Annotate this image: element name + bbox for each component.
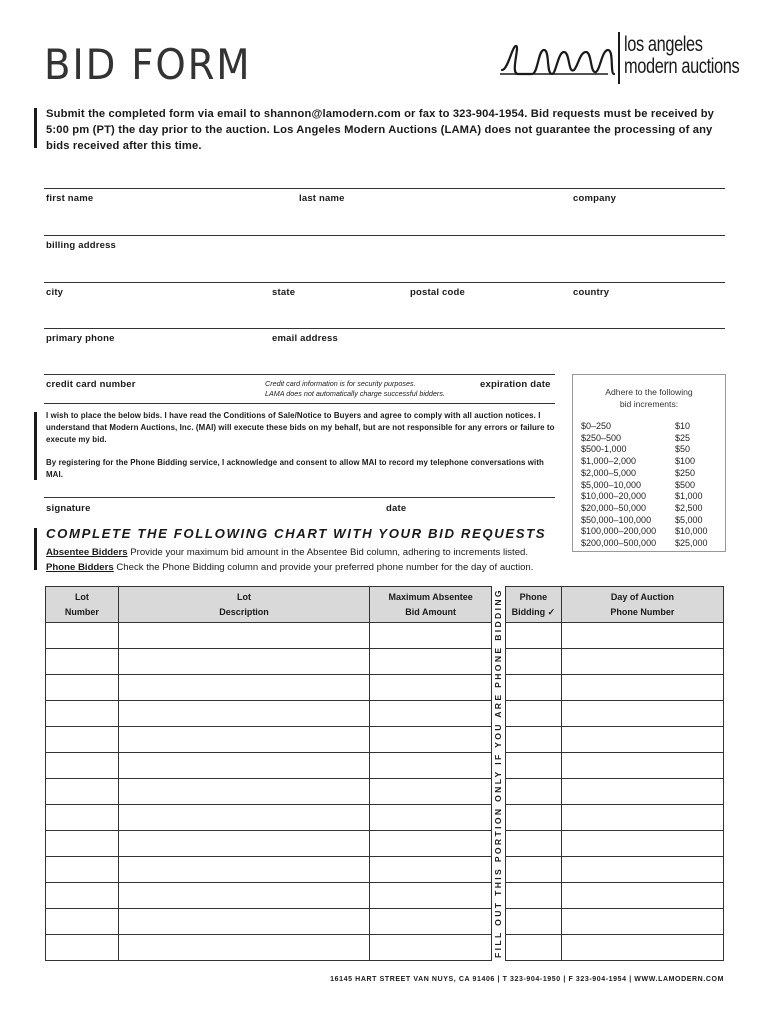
bid-row <box>46 649 492 675</box>
bid-increment-row <box>581 480 719 492</box>
max-bid-header <box>370 587 492 623</box>
lot-description-header-l1: Lot <box>237 592 252 602</box>
phone-bidding-vertical-text: FILL OUT THIS PORTION ONLY IF YOU ARE PHONE BIDDING <box>493 588 503 958</box>
max-bid-cell[interactable] <box>370 675 492 701</box>
phone-bidding-checkbox-cell[interactable] <box>506 909 562 935</box>
lot-description-cell[interactable] <box>118 753 369 779</box>
phone-bid-row <box>506 675 724 701</box>
lot-number-cell[interactable] <box>46 805 119 831</box>
credit-card-note-line1: Credit card information is for security purposes. <box>265 379 416 388</box>
agreement-paragraph-2: By registering for the Phone Bidding service, I acknowledge and consent to allow MAI to record my telephone conversations with MAI. <box>46 458 544 479</box>
lama-logo <box>498 32 740 84</box>
bid-increment-amount: $2,500 <box>675 502 703 513</box>
phone-bid-table <box>505 586 724 961</box>
expiration-date-field[interactable]: expiration date <box>480 379 551 390</box>
phone-bidding-checkbox-cell[interactable] <box>506 805 562 831</box>
bid-increment-range: $20,000–50,000 <box>581 502 647 513</box>
max-bid-cell[interactable] <box>370 623 492 649</box>
bid-row <box>46 831 492 857</box>
lot-description-cell[interactable] <box>118 701 369 727</box>
phone-bid-row <box>506 805 724 831</box>
bid-row <box>46 883 492 909</box>
phone-bid-row <box>506 935 724 961</box>
bid-increment-range: $10,000–20,000 <box>581 491 647 502</box>
bid-increment-row <box>581 468 719 480</box>
lot-number-cell[interactable] <box>46 675 119 701</box>
bid-increment-range: $200,000–500,000 <box>581 538 657 549</box>
lama-script-logo-icon <box>498 40 616 80</box>
bid-increments-heading-line1: Adhere to the following <box>605 387 693 397</box>
email-address-field[interactable]: email address <box>272 333 338 344</box>
bid-increment-amount: $25,000 <box>675 538 708 549</box>
lot-number-cell[interactable] <box>46 935 119 961</box>
bid-table-header <box>46 587 492 623</box>
phone-bidding-checkbox-cell[interactable] <box>506 779 562 805</box>
form-line <box>44 403 555 404</box>
bid-increment-row <box>581 491 719 503</box>
day-phone-cell[interactable] <box>561 883 723 909</box>
bid-increment-row <box>581 503 719 515</box>
max-bid-cell[interactable] <box>370 779 492 805</box>
lot-number-cell[interactable] <box>46 857 119 883</box>
day-phone-cell[interactable] <box>561 805 723 831</box>
lot-description-cell[interactable] <box>118 831 369 857</box>
bid-increment-amount: $250 <box>675 467 696 478</box>
lot-number-cell[interactable] <box>46 701 119 727</box>
billing-address-field[interactable]: billing address <box>46 240 117 251</box>
bid-increment-range: $500-1,000 <box>581 444 627 455</box>
lot-number-cell[interactable] <box>46 649 119 675</box>
day-phone-cell[interactable] <box>561 909 723 935</box>
lot-number-header-l2: Number <box>64 607 99 617</box>
bid-increment-amount: $25 <box>675 432 691 443</box>
intro-text: Submit the completed form via email to shannon@lamodern.com or fax to 323-904-1954. Bid requests must be received by 5:00 pm (PT) the day prior to the auction. Los Angeles Modern Auctions (LAMA) does not guarantee the processing of any bids received after this time. <box>46 108 715 152</box>
lot-description-cell[interactable] <box>118 935 369 961</box>
max-bid-header-l1: Maximum Absentee <box>388 592 473 602</box>
lot-number-cell[interactable] <box>46 727 119 753</box>
company-field[interactable]: company <box>573 193 617 204</box>
date-field[interactable]: date <box>386 503 407 514</box>
phone-bid-row <box>506 779 724 805</box>
bid-increment-range: $2,000–5,000 <box>581 467 637 478</box>
phone-bid-row <box>506 753 724 779</box>
credit-card-note-line2: LAMA does not automatically charge successful bidders. <box>265 389 445 398</box>
bid-increment-amount: $10 <box>675 421 691 431</box>
lot-number-cell[interactable] <box>46 831 119 857</box>
phone-bid-row <box>506 701 724 727</box>
day-phone-cell[interactable] <box>561 935 723 961</box>
phone-bidding-checkbox-cell[interactable] <box>506 727 562 753</box>
bid-increment-row <box>581 433 719 445</box>
bid-increment-amount: $1,000 <box>675 491 703 502</box>
phone-bidding-header <box>506 587 562 623</box>
bid-increments-heading-line2: bid increments: <box>619 399 679 409</box>
form-line <box>44 374 555 375</box>
phone-bid-row <box>506 623 724 649</box>
absentee-instructions <box>46 547 528 558</box>
phone-bid-row <box>506 649 724 675</box>
day-phone-header <box>561 587 723 623</box>
bid-increment-row <box>581 456 719 468</box>
bid-increment-row <box>581 538 719 550</box>
postal-code-field[interactable]: postal code <box>410 287 465 298</box>
credit-card-number-field[interactable]: credit card number <box>46 379 136 390</box>
lot-description-cell[interactable] <box>118 883 369 909</box>
bid-row <box>46 753 492 779</box>
phone-bid-table-header <box>506 587 724 623</box>
day-phone-cell[interactable] <box>561 831 723 857</box>
max-bid-cell[interactable] <box>370 831 492 857</box>
lot-description-cell[interactable] <box>118 909 369 935</box>
lot-description-cell[interactable] <box>118 779 369 805</box>
phone-bid-row <box>506 909 724 935</box>
first-name-field[interactable]: first name <box>46 193 94 204</box>
form-line <box>44 328 725 329</box>
day-phone-cell[interactable] <box>561 779 723 805</box>
country-field[interactable]: country <box>573 287 610 298</box>
lot-number-cell[interactable] <box>46 883 119 909</box>
bid-row <box>46 779 492 805</box>
bid-increment-amount: $5,000 <box>675 514 703 525</box>
bid-table <box>45 586 492 961</box>
phone-bidding-checkbox-cell[interactable] <box>506 753 562 779</box>
phone-bidding-checkbox-cell[interactable] <box>506 701 562 727</box>
max-bid-cell[interactable] <box>370 935 492 961</box>
form-line <box>44 188 725 189</box>
lot-number-cell[interactable] <box>46 909 119 935</box>
lot-number-cell[interactable] <box>46 779 119 805</box>
phone-text: Check the Phone Bidding column and provide your preferred phone number for the day of auction. <box>113 562 534 573</box>
max-bid-cell[interactable] <box>370 805 492 831</box>
credit-card-note <box>265 379 445 399</box>
footer-contact: 16145 HART STREET VAN NUYS, CA 91406 | T 323-904-1950 | F 323-904-1954 | WWW.LAMODERN.COM <box>330 976 724 983</box>
form-line <box>44 282 725 283</box>
lot-number-cell[interactable] <box>46 753 119 779</box>
bid-row <box>46 935 492 961</box>
lot-number-cell[interactable] <box>46 623 119 649</box>
lot-description-header-l2: Description <box>219 607 269 617</box>
max-bid-cell[interactable] <box>370 857 492 883</box>
bid-increment-row <box>581 515 719 527</box>
day-phone-cell[interactable] <box>561 649 723 675</box>
lot-number-header <box>46 587 119 623</box>
max-bid-header-l2: Bid Amount <box>405 607 456 617</box>
bid-row <box>46 857 492 883</box>
phone-bidding-checkbox-cell[interactable] <box>506 623 562 649</box>
phone-bidding-header-l1: Phone <box>519 592 548 602</box>
day-phone-cell[interactable] <box>561 727 723 753</box>
phone-bidding-checkbox-cell[interactable] <box>506 935 562 961</box>
state-field[interactable]: state <box>272 287 296 298</box>
lot-description-header <box>118 587 369 623</box>
lot-description-cell[interactable] <box>118 675 369 701</box>
lot-description-cell[interactable] <box>118 805 369 831</box>
bid-row <box>46 909 492 935</box>
max-bid-cell[interactable] <box>370 753 492 779</box>
agreement-accent-bar <box>34 412 37 480</box>
bid-increment-range: $100,000–200,000 <box>581 526 657 537</box>
page-title: BID FORM <box>44 40 252 89</box>
phone-label: Phone Bidders <box>46 562 114 573</box>
chart-title: COMPLETE THE FOLLOWING CHART WITH YOUR BID REQUESTS <box>46 526 547 541</box>
phone-bidding-checkbox-cell[interactable] <box>506 883 562 909</box>
last-name-field[interactable]: last name <box>299 193 345 204</box>
bid-increment-amount: $500 <box>675 479 696 490</box>
logo-name <box>624 34 739 78</box>
max-bid-cell[interactable] <box>370 909 492 935</box>
bid-increments-list <box>581 421 719 550</box>
phone-bid-row <box>506 831 724 857</box>
phone-bidding-checkbox-cell[interactable] <box>506 675 562 701</box>
phone-bid-row <box>506 727 724 753</box>
bid-row <box>46 675 492 701</box>
day-phone-cell[interactable] <box>561 675 723 701</box>
day-phone-cell[interactable] <box>561 857 723 883</box>
intro-accent-bar <box>34 108 37 148</box>
chart-accent-bar <box>34 528 37 570</box>
bid-row <box>46 805 492 831</box>
max-bid-cell[interactable] <box>370 649 492 675</box>
bid-increment-amount: $100 <box>675 456 696 467</box>
phone-bidding-vertical-note <box>491 586 505 960</box>
day-phone-cell[interactable] <box>561 623 723 649</box>
bid-increment-range: $0–250 <box>581 421 612 431</box>
form-line <box>44 497 555 498</box>
absentee-text: Provide your maximum bid amount in the Absentee Bid column, adhering to increments listed. <box>127 547 529 558</box>
lot-description-cell[interactable] <box>118 623 369 649</box>
lot-description-cell[interactable] <box>118 857 369 883</box>
logo-divider <box>618 32 620 84</box>
primary-phone-field[interactable]: primary phone <box>46 333 115 344</box>
bid-row <box>46 701 492 727</box>
max-bid-cell[interactable] <box>370 701 492 727</box>
day-phone-header-l2: Phone Number <box>610 607 675 617</box>
bid-increment-range: $250–500 <box>581 432 622 443</box>
agreement-paragraph-1: I wish to place the below bids. I have read the Conditions of Sale/Notice to Buyers and agree to comply with all auction notices. I understand that Modern Auctions, Inc. (MAI) will execute these bids on my behalf, but are not responsible for any errors or failure to execute my bid. <box>46 411 555 444</box>
phone-bid-row <box>506 857 724 883</box>
lot-number-header-l1: Lot <box>74 592 89 602</box>
phone-bidding-checkbox-cell[interactable] <box>506 831 562 857</box>
phone-instructions <box>46 562 533 573</box>
form-line <box>44 235 725 236</box>
bid-increment-row <box>581 526 719 538</box>
bid-row <box>46 623 492 649</box>
bid-increments-box <box>572 374 726 552</box>
bid-increment-range: $1,000–2,000 <box>581 456 637 467</box>
absentee-label: Absentee Bidders <box>46 547 128 558</box>
bid-increment-amount: $10,000 <box>675 526 708 537</box>
day-phone-cell[interactable] <box>561 701 723 727</box>
logo-name-line1: los angeles <box>624 33 703 56</box>
bid-increment-row <box>581 421 719 433</box>
phone-bidding-header-l2: Bidding ✓ <box>511 607 556 617</box>
bid-increment-range: $50,000–100,000 <box>581 514 652 525</box>
logo-name-line2: modern auctions <box>624 55 740 78</box>
lot-description-cell[interactable] <box>118 727 369 753</box>
bid-row <box>46 727 492 753</box>
signature-field[interactable]: signature <box>46 503 91 514</box>
phone-bidding-checkbox-cell[interactable] <box>506 857 562 883</box>
day-phone-header-l1: Day of Auction <box>610 592 674 602</box>
max-bid-cell[interactable] <box>370 727 492 753</box>
day-phone-cell[interactable] <box>561 753 723 779</box>
bid-increments-heading <box>573 386 725 410</box>
city-field[interactable]: city <box>46 287 64 298</box>
bid-increment-amount: $50 <box>675 444 691 455</box>
phone-bidding-checkbox-cell[interactable] <box>506 649 562 675</box>
bid-increment-row <box>581 444 719 456</box>
max-bid-cell[interactable] <box>370 883 492 909</box>
lot-description-cell[interactable] <box>118 649 369 675</box>
phone-bid-row <box>506 883 724 909</box>
bid-increment-range: $5,000–10,000 <box>581 479 642 490</box>
